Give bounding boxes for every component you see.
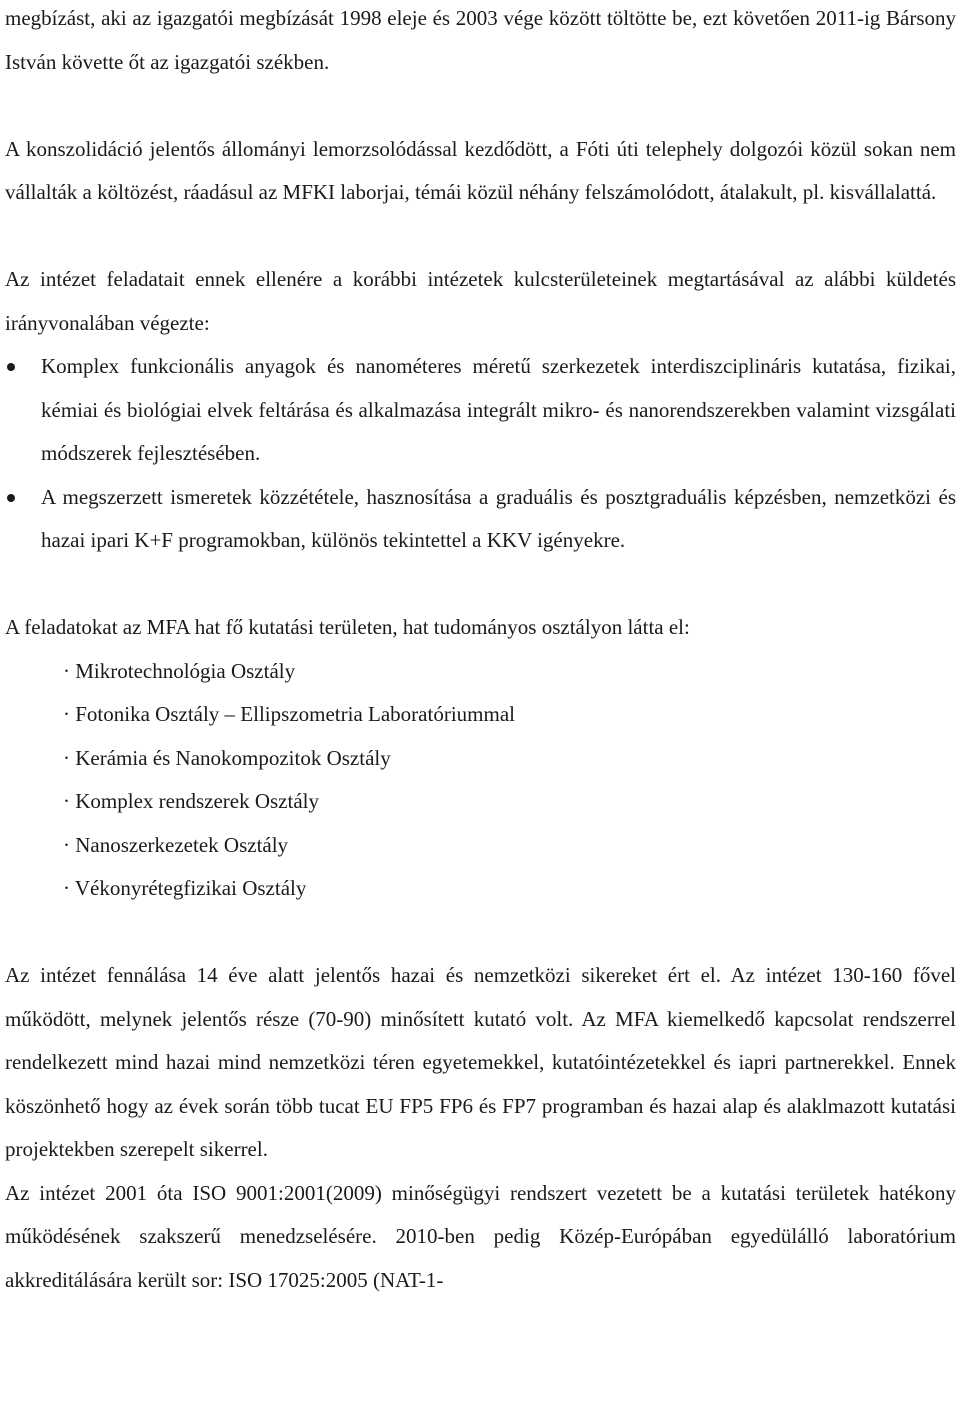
department-item: · Komplex rendszerek Osztály <box>63 789 319 813</box>
bullet-icon <box>7 494 15 502</box>
mission-intro-paragraph: Az intézet feladatait ennek ellenére a korábbi intézetek kulcsterületeinek megtartásával az alábbi küldetés irányvonalában végezte: <box>5 267 956 335</box>
paragraph-spacer <box>5 215 956 259</box>
document-page <box>5 0 956 1302</box>
mission-bullet-item <box>5 345 956 476</box>
intro-continuation-paragraph: megbízást, aki az igazgatói megbízását 1998 eleje és 2003 vége között töltötte be, ezt követően 2011-ig Bársony István követte őt az igazgatói székben. <box>5 6 956 74</box>
mission-bullet-item <box>5 476 956 563</box>
paragraph-spacer <box>5 911 956 955</box>
paragraph-spacer <box>5 84 956 128</box>
department-list <box>5 650 956 911</box>
quality-paragraph: Az intézet 2001 óta ISO 9001:2001(2009) minőségügyi rendszert vezetett be a kutatási területek hatékony működésének szakszerű menedzselésére. 2010-ben pedig Közép-Európában egyedülálló laboratórium akkreditálására került sor: ISO 17025:2005 (NAT-1- <box>5 1180 956 1292</box>
achievements-paragraph: Az intézet fennálása 14 éve alatt jelentős hazai és nemzetközi sikereket ért el. Az intézet 130-160 fővel működött, melynek jelentős része (70-90) minősített kutató volt. Az MFA kiemelkedő kapcsolat rendszerrel rendelkezett mind hazai mind nemzetközi téren egyetemekkel, kutatóintézetekkel és iapri partnerekkel. Ennek köszönhető hogy az évek során több tucat EU FP5 FP6 és FP7 programban és hazai alap és alaklmazott kutatási projektekben szerepelt sikerrel. <box>5 963 956 1161</box>
consolidation-paragraph: A konszolidáció jelentős állományi lemorzsolódással kezdődött, a Fóti úti telephely dolgozói közül sokan nem vállalták a költözést, ráadásul az MFKI laborjai, témái közül néhány felszámolódott, átalakult, pl. kisvállalattá. <box>5 136 956 204</box>
department-item: · Fotonika Osztály – Ellipszometria Laboratóriummal <box>63 702 515 726</box>
mission-bullet-list <box>5 345 956 563</box>
mission-bullet-text: Komplex funkcionális anyagok és nanométeres méretű szerkezetek interdiszciplináris kutatása, fizikai, kémiai és biológiai elvek feltárása és alkalmazása integrált mikro- és nanorendszerekben valamint vizsgálati módszerek fejlesztésében. <box>41 354 956 465</box>
department-item: · Vékonyrétegfizikai Osztály <box>63 876 307 900</box>
departments-intro-paragraph: A feladatokat az MFA hat fő kutatási területen, hat tudományos osztályon látta el: <box>5 615 690 639</box>
paragraph-spacer <box>5 563 956 607</box>
department-item: · Mikrotechnológia Osztály <box>63 658 296 683</box>
bullet-icon <box>7 363 15 371</box>
department-item: · Kerámia és Nanokompozitok Osztály <box>63 745 391 770</box>
mission-bullet-text: A megszerzett ismeretek közzététele, hasznosítása a graduális és posztgraduális képzésben, nemzetközi és hazai ipari K+F programokban, különös tekintettel a KKV igényekre. <box>41 484 956 552</box>
department-item: · Nanoszerkezetek Osztály <box>63 832 289 857</box>
